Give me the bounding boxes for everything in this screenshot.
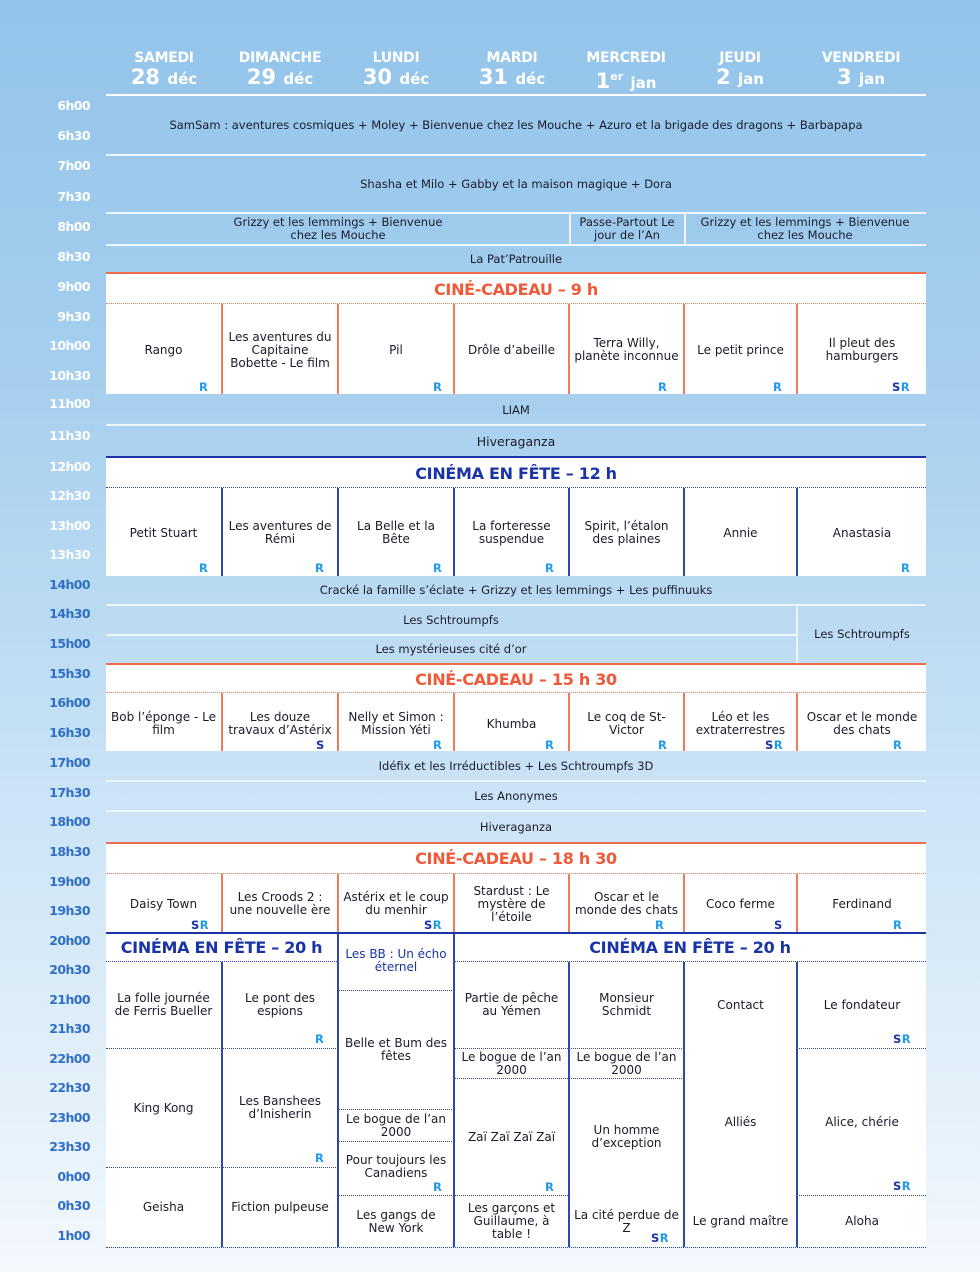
film-cell: Le bogue de l’an 2000 bbox=[576, 1049, 677, 1077]
program-band: SamSam : aventures cosmiques + Moley + Bienvenue chez les Mouche + Azuro et la brigade des dragons + Barbapapa bbox=[169, 117, 863, 132]
time-label: 16h00 bbox=[49, 695, 90, 710]
film-cell: Astérix et le coup du menhir bbox=[343, 890, 449, 917]
film-cell: Contact bbox=[717, 997, 764, 1012]
film-cell: Les Banshees d’Inisherin bbox=[239, 1094, 321, 1121]
time-label: 23h00 bbox=[49, 1110, 90, 1125]
time-label: 22h00 bbox=[49, 1051, 90, 1066]
cine-cadeau-9h-block bbox=[106, 272, 926, 394]
time-label: 14h30 bbox=[49, 606, 90, 621]
film-cell: Aloha bbox=[845, 1214, 879, 1228]
rating-badge: S bbox=[316, 738, 325, 752]
program-band: Shasha et Milo + Gabby et la maison magique + Dora bbox=[360, 176, 672, 191]
film-cell: Le coq de St-Victor bbox=[587, 710, 666, 737]
day-header-wed bbox=[566, 50, 686, 94]
film-cell: Annie bbox=[723, 525, 758, 540]
film-cell: Partie de pêche au Yémen bbox=[464, 991, 559, 1018]
film-cell: Terra Willy, planète inconnue bbox=[574, 336, 679, 363]
film-cell: Les aventures de Rémi bbox=[228, 519, 332, 546]
film-cell: Les douze travaux d’Astérix bbox=[228, 710, 332, 737]
cine-cadeau-15h30-block bbox=[106, 663, 926, 751]
rating-badge: R bbox=[658, 380, 668, 394]
program-band: Hiveraganza bbox=[479, 819, 553, 834]
rating-badge: SR bbox=[651, 1231, 670, 1245]
time-label: 6h00 bbox=[57, 98, 90, 113]
time-label: 20h30 bbox=[49, 962, 90, 977]
film-cell: Le bogue de l’an 2000 bbox=[461, 1049, 562, 1077]
day-header-fri bbox=[801, 50, 921, 90]
time-label: 19h30 bbox=[49, 903, 90, 918]
film-cell: Spirit, l’étalon des plaines bbox=[584, 519, 669, 546]
film-cell: Un homme d’exception bbox=[591, 1123, 662, 1150]
day-name: DIMANCHE bbox=[238, 50, 322, 66]
film-cell: Pour toujours les Canadiens bbox=[345, 1153, 447, 1180]
time-label: 22h30 bbox=[49, 1080, 90, 1095]
time-label: 11h00 bbox=[49, 396, 90, 411]
rating-badge: SR bbox=[191, 918, 210, 932]
time-label: 8h00 bbox=[57, 219, 90, 234]
rating-badge: R bbox=[315, 1032, 325, 1046]
time-label: 12h00 bbox=[49, 459, 90, 474]
day-month: jan bbox=[630, 74, 657, 92]
day-header-sun bbox=[220, 50, 340, 90]
film-cell: Léo et les extraterrestres bbox=[695, 710, 786, 737]
day-number: 2 bbox=[716, 65, 731, 89]
time-label: 14h00 bbox=[49, 577, 90, 592]
block-title: CINÉMA EN FÊTE – 20 h bbox=[120, 938, 323, 957]
film-cell-highlight: Les BB : Un écho éternel bbox=[345, 947, 447, 974]
time-label: 18h00 bbox=[49, 814, 90, 829]
time-label: 19h00 bbox=[49, 874, 90, 889]
film-cell: Monsieur Schmidt bbox=[599, 991, 654, 1018]
day-month: déc bbox=[515, 70, 546, 88]
day-month: jan bbox=[858, 70, 885, 88]
day-number: 28 bbox=[130, 65, 161, 89]
film-cell: Le fondateur bbox=[823, 997, 901, 1012]
film-cell: La folle journée de Ferris Bueller bbox=[114, 991, 213, 1018]
rating-badge: R bbox=[433, 380, 443, 394]
film-cell: Oscar et le monde des chats bbox=[806, 710, 918, 737]
time-label: 21h30 bbox=[49, 1021, 90, 1036]
time-label: 0h00 bbox=[57, 1169, 90, 1184]
day-month: déc bbox=[283, 70, 314, 88]
rating-badge: S bbox=[774, 918, 783, 932]
time-label: 20h00 bbox=[49, 933, 90, 948]
program-band: Les Anonymes bbox=[474, 788, 558, 803]
film-cell: Rango bbox=[144, 342, 183, 357]
time-label: 16h30 bbox=[49, 725, 90, 740]
film-cell: Zaï Zaï Zaï Zaï bbox=[467, 1129, 556, 1144]
time-label: 23h30 bbox=[49, 1139, 90, 1154]
cinema-en-fete-12h-block bbox=[106, 456, 926, 576]
block-title: CINÉ-CADEAU – 18 h 30 bbox=[415, 849, 617, 868]
film-cell: Le petit prince bbox=[697, 342, 784, 357]
day-number: 1 bbox=[595, 69, 611, 93]
divider bbox=[106, 1247, 926, 1248]
program-band: Cracké la famille s’éclate + Grizzy et les lemmings + Les puffinuuks bbox=[319, 582, 713, 597]
block-title: CINÉMA EN FÊTE – 12 h bbox=[415, 464, 617, 483]
time-label: 15h30 bbox=[49, 666, 90, 681]
time-label: 1h00 bbox=[57, 1228, 90, 1243]
film-cell: Les aventures du Capitaine Bobette - Le film bbox=[228, 329, 332, 370]
film-cell: Ferdinand bbox=[832, 896, 892, 911]
film-cell: Il pleut des hamburgers bbox=[825, 336, 899, 363]
rating-badge: R bbox=[199, 561, 209, 575]
time-label: 9h30 bbox=[57, 309, 90, 324]
time-label: 11h30 bbox=[49, 428, 90, 443]
program-band: Passe-Partout Le jour de l’An bbox=[579, 215, 675, 242]
block-title: CINÉ-CADEAU – 15 h 30 bbox=[415, 670, 617, 689]
rating-badge: R bbox=[199, 380, 209, 394]
day-number-sup: er bbox=[610, 70, 624, 83]
film-cell: La cité perdue de Z bbox=[574, 1207, 679, 1235]
time-label: 10h00 bbox=[49, 338, 90, 353]
day-month: déc bbox=[167, 70, 198, 88]
rating-badge: R bbox=[315, 1151, 325, 1165]
rating-badge: SR bbox=[892, 380, 911, 394]
rating-badge: R bbox=[893, 738, 903, 752]
time-label: 13h00 bbox=[49, 518, 90, 533]
day-name: SAMEDI bbox=[134, 50, 194, 66]
program-band: Grizzy et les lemmings + Bienvenue chez les Mouche bbox=[700, 215, 910, 242]
film-cell: La Belle et la Bête bbox=[357, 519, 435, 546]
time-label: 18h30 bbox=[49, 844, 90, 859]
film-cell: Bob l’éponge - Le film bbox=[111, 710, 216, 737]
film-cell: Les garçons et Guillaume, à table ! bbox=[467, 1201, 556, 1241]
film-cell: Le bogue de l’an 2000 bbox=[346, 1111, 446, 1139]
program-band: Grizzy et les lemmings + Bienvenue chez les Mouche bbox=[233, 215, 443, 242]
rating-badge: R bbox=[433, 561, 443, 575]
time-label: 7h30 bbox=[57, 189, 90, 204]
time-label: 13h30 bbox=[49, 547, 90, 562]
time-label: 6h30 bbox=[57, 128, 90, 143]
rating-badge: R bbox=[545, 1180, 555, 1194]
rating-badge: R bbox=[433, 738, 443, 752]
program-band: Hiveraganza bbox=[476, 433, 556, 449]
rating-badge: R bbox=[545, 738, 555, 752]
cinema-en-fete-20h-block bbox=[106, 932, 926, 1246]
day-month: déc bbox=[399, 70, 430, 88]
rating-badge: R bbox=[893, 918, 903, 932]
time-label: 21h00 bbox=[49, 992, 90, 1007]
time-label: 17h00 bbox=[49, 755, 90, 770]
film-cell: Le pont des espions bbox=[244, 991, 315, 1018]
rating-badge: SR bbox=[424, 918, 443, 932]
day-header-sat bbox=[104, 50, 224, 90]
block-title: CINÉ-CADEAU – 9 h bbox=[433, 280, 598, 299]
time-label: 9h00 bbox=[57, 279, 90, 294]
program-band: LIAM bbox=[502, 402, 530, 417]
day-header-mon bbox=[336, 50, 456, 90]
rating-badge: SR bbox=[765, 738, 784, 752]
rating-badge: SR bbox=[893, 1179, 912, 1193]
film-cell: Alice, chérie bbox=[825, 1114, 899, 1129]
film-cell: Geisha bbox=[142, 1200, 185, 1214]
day-number: 30 bbox=[362, 65, 393, 89]
film-cell: Belle et Bum des fêtes bbox=[345, 1036, 447, 1063]
cine-cadeau-18h30-block bbox=[106, 842, 926, 932]
film-cell: Les gangs de New York bbox=[356, 1207, 436, 1235]
rating-badge: R bbox=[433, 1180, 443, 1194]
rating-badge: R bbox=[315, 561, 325, 575]
program-band: Les mystérieuses cité d’or bbox=[375, 642, 527, 656]
day-name: JEUDI bbox=[719, 50, 761, 66]
film-cell: Petit Stuart bbox=[129, 525, 198, 540]
film-cell: Pil bbox=[389, 342, 403, 357]
time-label: 17h30 bbox=[49, 785, 90, 800]
rating-badge: R bbox=[655, 918, 665, 932]
rating-badge: SR bbox=[893, 1032, 912, 1046]
day-header-thu bbox=[680, 50, 800, 90]
film-cell: Oscar et le monde des chats bbox=[574, 890, 679, 917]
day-header-tue bbox=[452, 50, 572, 90]
time-label: 15h00 bbox=[49, 636, 90, 651]
film-cell: La forteresse suspendue bbox=[472, 519, 551, 546]
block-title: CINÉMA EN FÊTE – 20 h bbox=[589, 938, 791, 957]
day-name: MERCREDI bbox=[586, 50, 666, 66]
time-label: 7h00 bbox=[57, 158, 90, 173]
film-cell: Le grand maître bbox=[692, 1214, 789, 1228]
rating-badge: R bbox=[658, 738, 668, 752]
day-number: 29 bbox=[246, 65, 277, 89]
time-label: 8h30 bbox=[57, 249, 90, 264]
film-cell: Daisy Town bbox=[129, 896, 198, 911]
rating-badge: R bbox=[773, 380, 783, 394]
film-cell: Drôle d’abeille bbox=[468, 342, 555, 357]
day-month: jan bbox=[737, 70, 764, 88]
film-cell: Khumba bbox=[486, 716, 537, 731]
film-cell: Fiction pulpeuse bbox=[231, 1200, 329, 1214]
program-band: Idéfix et les Irréductibles + Les Schtroumpfs 3D bbox=[378, 758, 654, 773]
film-cell: Anastasia bbox=[832, 525, 892, 540]
film-cell: Stardust : Le mystère de l’étoile bbox=[473, 883, 550, 924]
film-cell: Les Croods 2 : une nouvelle ère bbox=[229, 890, 331, 917]
time-label: 10h30 bbox=[49, 368, 90, 383]
program-band: La Pat’Patrouille bbox=[469, 251, 563, 266]
program-band: Les Schtroumpfs bbox=[403, 612, 499, 627]
time-label: 12h30 bbox=[49, 488, 90, 503]
day-name: LUNDI bbox=[372, 50, 420, 66]
day-name: MARDI bbox=[486, 50, 538, 66]
day-name: VENDREDI bbox=[821, 50, 901, 66]
day-number: 3 bbox=[837, 65, 852, 89]
film-cell: Nelly et Simon : Mission Yéti bbox=[348, 710, 444, 737]
rating-badge: R bbox=[545, 561, 555, 575]
time-label: 0h30 bbox=[57, 1198, 90, 1213]
film-cell: Alliés bbox=[724, 1114, 757, 1129]
rating-badge: R bbox=[901, 561, 911, 575]
film-cell: King Kong bbox=[133, 1100, 194, 1115]
program-band: Les Schtroumpfs bbox=[814, 627, 910, 641]
day-number: 31 bbox=[478, 65, 509, 89]
film-cell: Coco ferme bbox=[706, 896, 775, 911]
